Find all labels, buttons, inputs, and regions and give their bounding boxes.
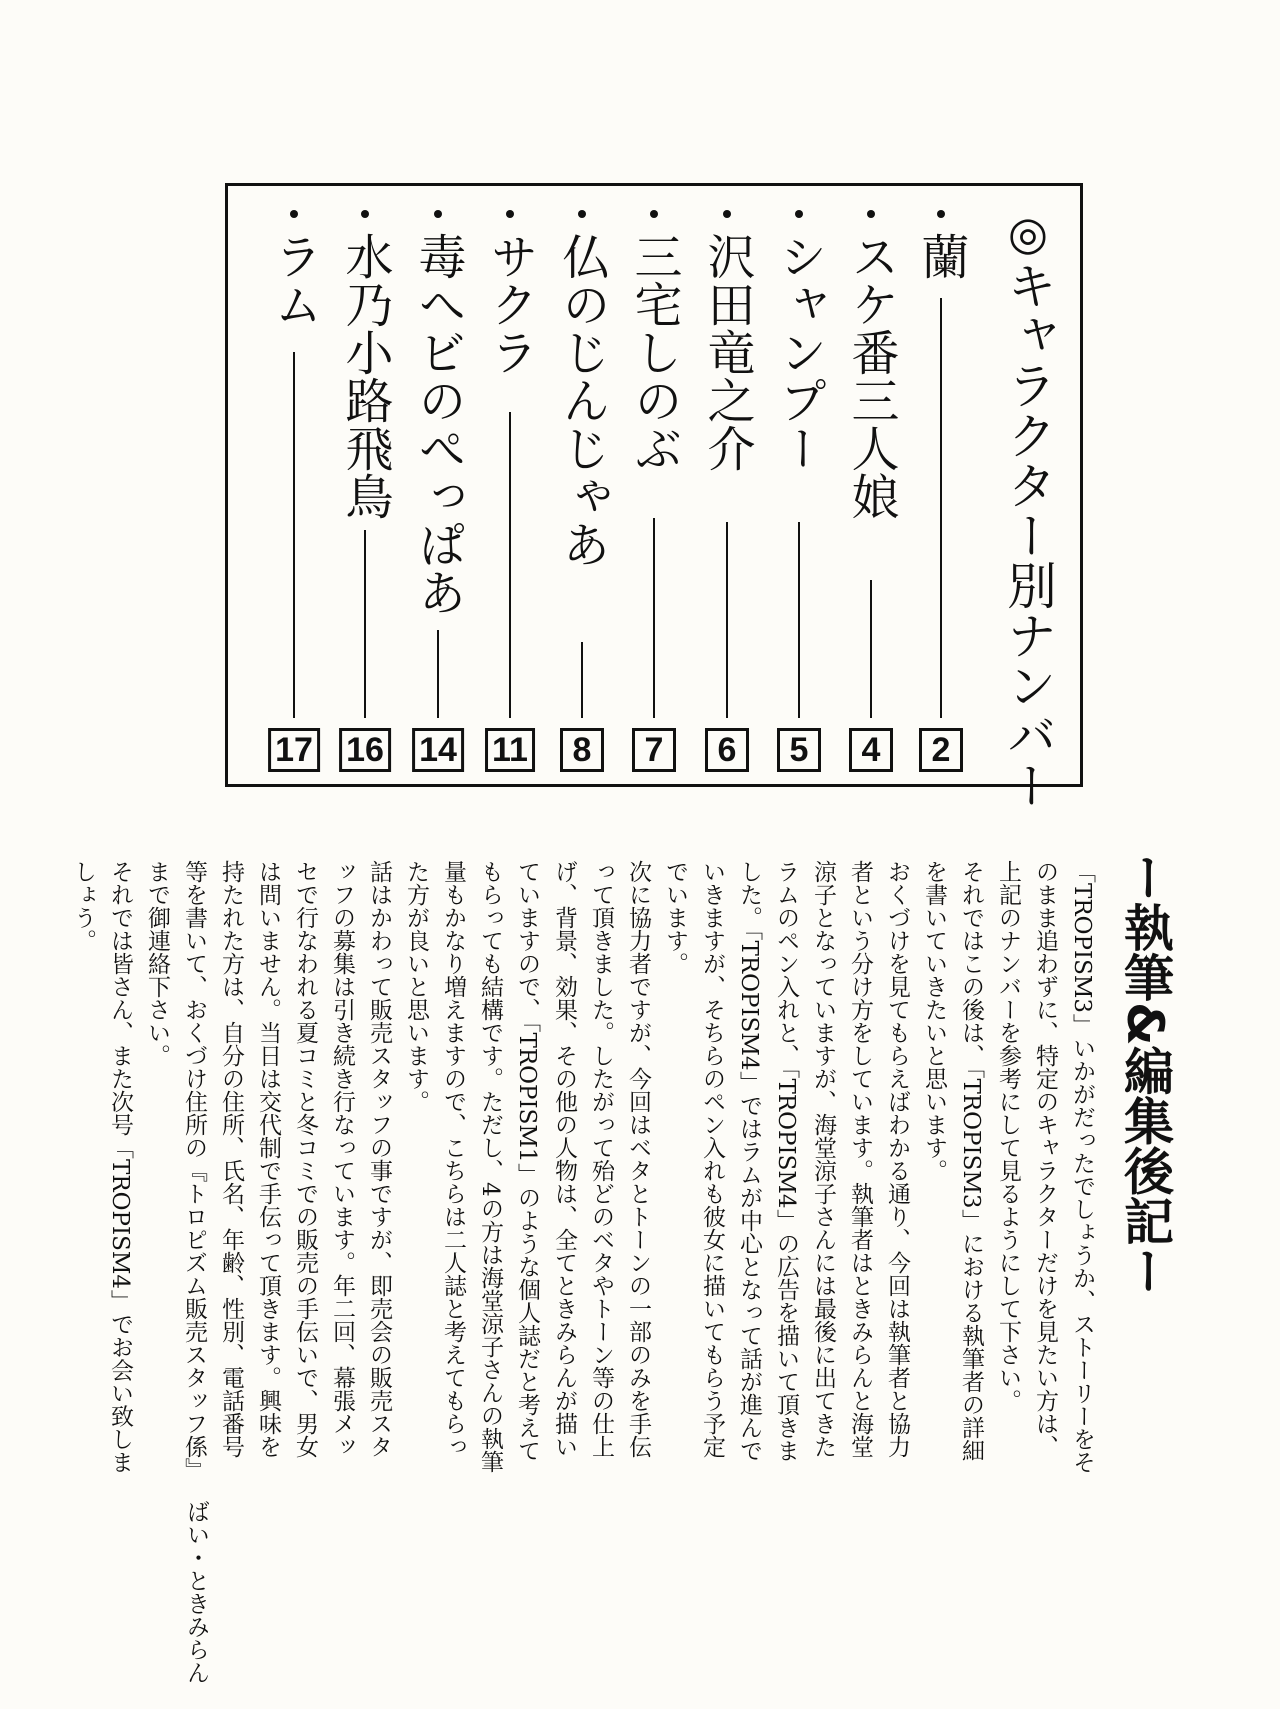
- toc-item: [769, 210, 829, 770]
- toc-item: [408, 210, 468, 770]
- toc-item: [552, 210, 612, 770]
- bullet-icon: [434, 210, 442, 218]
- toc-item-name: ラム: [266, 232, 322, 328]
- leader-line: [509, 412, 511, 718]
- leader-line: [293, 352, 295, 718]
- toc-item-page: 5: [777, 728, 821, 772]
- toc-item: [697, 210, 757, 770]
- character-index-box: [225, 183, 1083, 810]
- signature: ばい・ときみらん: [183, 1500, 209, 1684]
- afterword-body: [64, 860, 1100, 1480]
- toc-item-page: 6: [705, 728, 749, 772]
- toc-item-name: 仏のじんじゃあ: [554, 232, 610, 568]
- toc-item-name: サクラ: [482, 232, 538, 376]
- leader-line: [437, 630, 439, 718]
- bullet-icon: [723, 210, 731, 218]
- bullet-icon: [650, 210, 658, 218]
- toc-item-page: 16: [339, 728, 391, 772]
- toc-item-name: 蘭: [913, 232, 969, 280]
- toc-item-page: 14: [412, 728, 464, 772]
- toc-item: [264, 210, 324, 770]
- afterword-paragraph: 「TROPISM3」いかがだったでしょうか、ストーリーをそのまま追わずに、特定のキャラクターだけを見たい方は、上記のナンバーを参考にして見るようにして下さい。: [995, 860, 1095, 1474]
- toc-item: [480, 210, 540, 770]
- character-index-title: [993, 206, 1063, 810]
- toc-item-page: 11: [485, 728, 535, 772]
- afterword-paragraph: それではこの後は、「TROPISM3」における執筆者の詳細を書いていきたいと思います。: [921, 860, 984, 1462]
- bullet-icon: [506, 210, 514, 218]
- bullet-icon: [361, 210, 369, 218]
- leader-line: [870, 580, 872, 718]
- toc-item-name: 毒へビのぺっぱあ: [410, 232, 466, 616]
- character-index-title-text: キャラクター別ナンバー: [999, 260, 1057, 810]
- afterword-paragraph: 話はかわって販売スタッフの事ですが、即売会の販売スタッフの募集は引き続き行なっています。年二回、幕張メッセで行なわれる夏コミと冬コミでの販売の手伝いで、男女は問いません。当日は交代制で手伝って頂きます。興味を持たれた方は、自分の住所、氏名、年齢、性別、電話番号等を書いて、おくづけ住所の『トロピズム販売スタッフ係』まで御連絡下さい。: [144, 860, 392, 1470]
- bullet-icon: [937, 210, 945, 218]
- afterword-paragraph: それでは皆さん、また次号「TROPISM4」でお会い致しましょう。: [70, 860, 133, 1474]
- toc-item-name: スケ番三人娘: [843, 232, 899, 520]
- toc-item: [911, 210, 971, 770]
- bullet-icon: [290, 210, 298, 218]
- toc-item: [335, 210, 395, 770]
- afterword-title: ー執筆&編集後記ー: [1116, 852, 1174, 1296]
- toc-item-name: シャンプー: [771, 232, 827, 472]
- toc-item-page: 17: [268, 728, 320, 772]
- toc-item-page: 4: [849, 728, 893, 772]
- toc-item-page: 8: [560, 728, 604, 772]
- afterword-paragraph: おくづけを見てもらえばわかる通り、今回は執筆者と協力者という分け方をしています。執筆者はときみらんと海堂涼子となっていますが、海堂涼子さんには最後に出てきたラムのペン入れと、「TROPISM4」の広告を描いて頂きました。「TROPISM4」ではラムが中心となって話が進んでいきますが、そちらのペン入れも彼女に描いてもらう予定でいます。: [662, 860, 910, 1462]
- leader-line: [726, 522, 728, 718]
- leader-line: [798, 522, 800, 718]
- bullet-icon: [867, 210, 875, 218]
- double-circle-icon: ◎: [1001, 206, 1055, 260]
- leader-line: [940, 298, 942, 718]
- leader-line: [653, 518, 655, 718]
- afterword-paragraph: 次に協力者ですが、今回はベタとトーンの一部のみを手伝って頂きました。したがって殆どのベタやトーン等の仕上げ、背景、効果、その他の人物は、全てときみらんが描いていますので、「TROPISM1」のような個人誌だと考えてもらっても結構です。ただし、4の方は海堂涼子さんの執筆量もかなり増えますので、こちらは二人誌と考えてもらった方が良いと思います。: [403, 860, 651, 1473]
- toc-item-page: 7: [632, 728, 676, 772]
- leader-line: [581, 642, 583, 718]
- bullet-icon: [578, 210, 586, 218]
- toc-item: [624, 210, 684, 770]
- leader-line: [364, 530, 366, 718]
- toc-item: [841, 210, 901, 770]
- toc-item-page: 2: [919, 728, 963, 772]
- bullet-icon: [795, 210, 803, 218]
- toc-item-name: 沢田竜之介: [699, 232, 755, 472]
- toc-item-name: 三宅しのぶ: [626, 232, 682, 472]
- toc-item-name: 水乃小路飛鳥: [337, 232, 393, 520]
